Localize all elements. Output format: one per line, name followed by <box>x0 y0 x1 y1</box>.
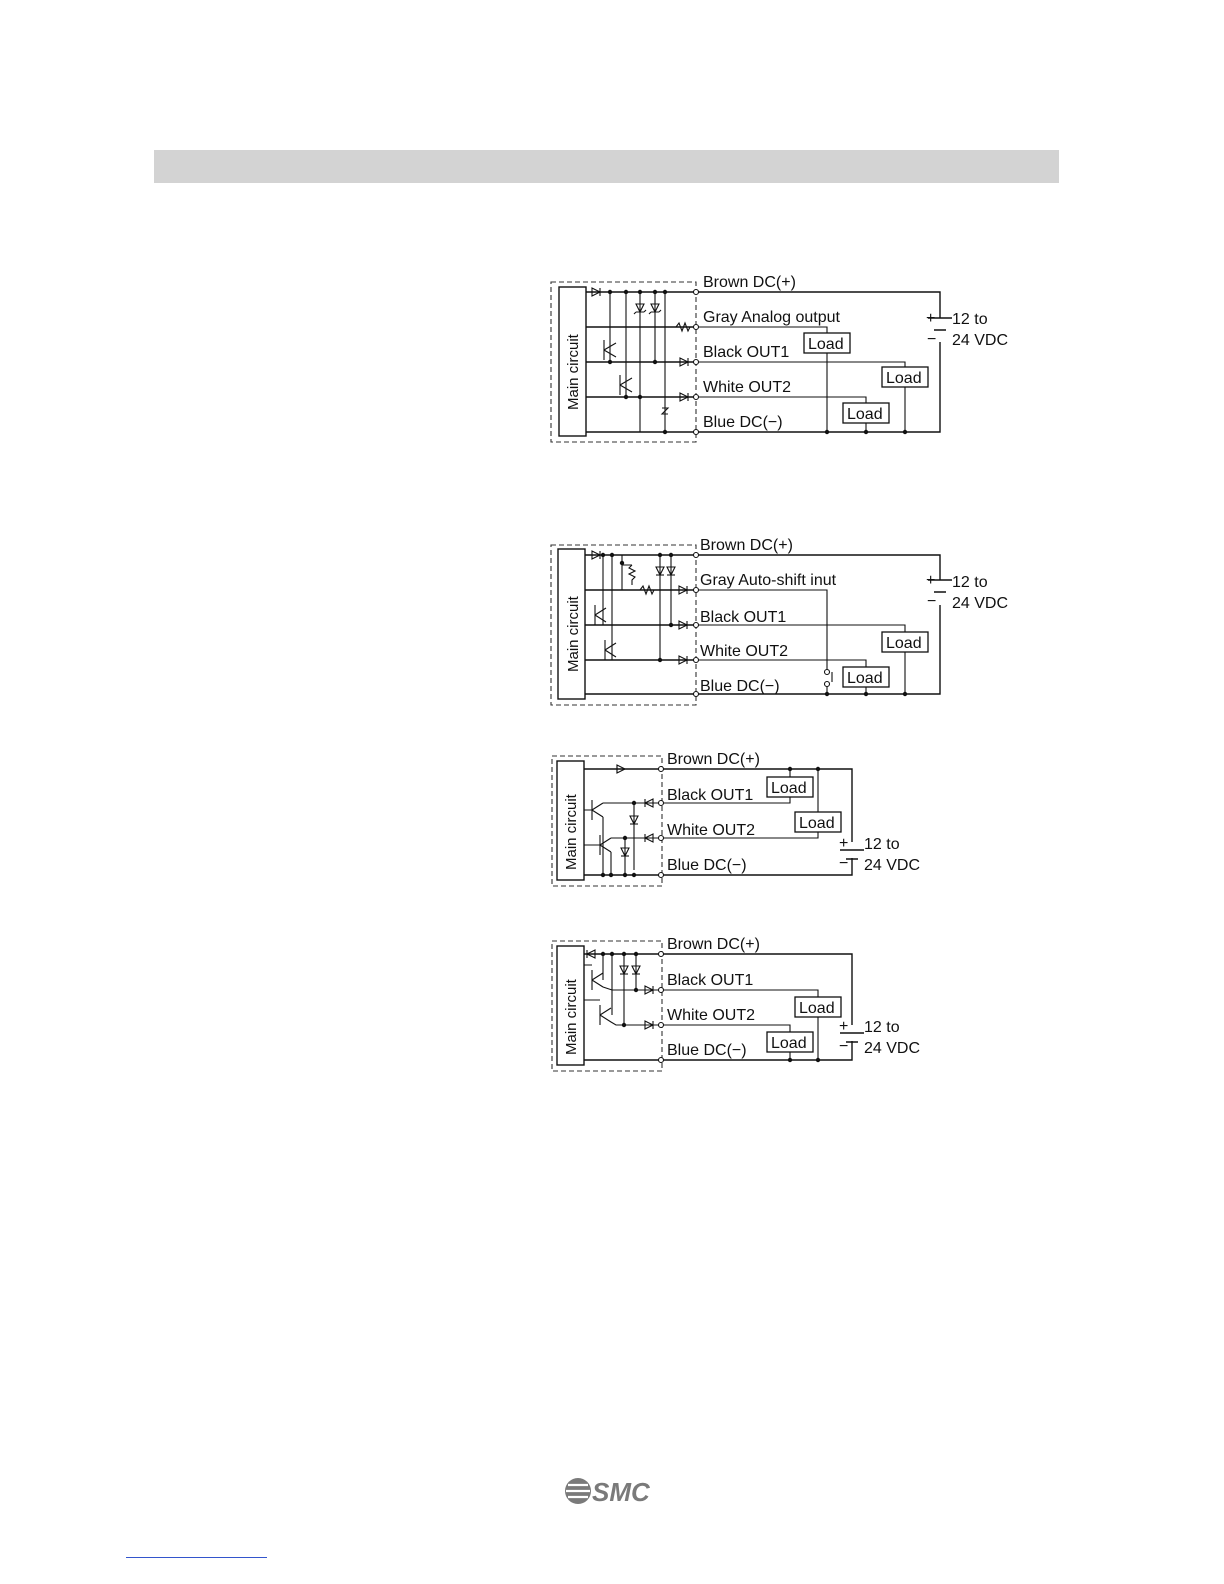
line-label-black: Black OUT1 <box>700 609 787 626</box>
supply-voltage-line1: 12 to <box>952 311 988 328</box>
supply-voltage-line1: 12 to <box>864 1019 900 1036</box>
plus-sign: + <box>926 310 936 327</box>
line-label-black: Black OUT1 <box>667 787 754 804</box>
minus-sign: − <box>839 1038 849 1055</box>
footer-link-underline[interactable] <box>126 1557 267 1558</box>
line-label-brown: Brown DC(+) <box>667 751 760 768</box>
logo-text: SMC <box>592 1477 650 1507</box>
supply-voltage-line2: 24 VDC <box>864 1040 921 1057</box>
supply-voltage-line1: 12 to <box>864 836 900 853</box>
line-label-white: White OUT2 <box>700 643 789 660</box>
load-label: Load <box>808 336 844 353</box>
main-circuit-label: Main circuit <box>565 596 582 672</box>
section-header-bar <box>154 150 1059 183</box>
line-label-blue: Blue DC(−) <box>700 678 780 695</box>
main-circuit-label: Main circuit <box>563 794 580 870</box>
line-label-black: Black OUT1 <box>667 972 754 989</box>
load-label: Load <box>847 406 883 423</box>
line-label-brown: Brown DC(+) <box>700 537 793 554</box>
load-label: Load <box>799 815 835 832</box>
minus-sign: − <box>927 331 937 348</box>
smc-logo <box>562 1474 654 1508</box>
load-label: Load <box>799 1000 835 1017</box>
line-label-white: White OUT2 <box>703 379 792 396</box>
plus-sign: + <box>926 572 936 589</box>
supply-voltage-line2: 24 VDC <box>952 332 1009 349</box>
line-label-white: White OUT2 <box>667 1007 756 1024</box>
line-label-blue: Blue DC(−) <box>667 1042 747 1059</box>
load-label: Load <box>771 1035 807 1052</box>
minus-sign: − <box>839 855 849 872</box>
load-label: Load <box>847 670 883 687</box>
line-label-blue: Blue DC(−) <box>703 414 783 431</box>
main-circuit-label: Main circuit <box>563 979 580 1055</box>
wiring-diagram-3 <box>540 745 960 895</box>
load-label: Load <box>771 780 807 797</box>
wiring-diagram-1 <box>540 268 1040 448</box>
wiring-diagram-2 <box>540 532 1040 712</box>
supply-voltage-line1: 12 to <box>952 574 988 591</box>
plus-sign: + <box>839 835 849 852</box>
line-label-gray: Gray Auto-shift inut <box>700 572 837 589</box>
load-label: Load <box>886 635 922 652</box>
line-label-white: White OUT2 <box>667 822 756 839</box>
wiring-diagram-4 <box>540 930 960 1080</box>
line-label-black: Black OUT1 <box>703 344 790 361</box>
main-circuit-label: Main circuit <box>565 334 582 410</box>
line-label-gray: Gray Analog output <box>703 309 840 326</box>
minus-sign: − <box>927 593 937 610</box>
supply-voltage-line2: 24 VDC <box>864 857 921 874</box>
line-label-brown: Brown DC(+) <box>667 936 760 953</box>
load-label: Load <box>886 370 922 387</box>
supply-voltage-line2: 24 VDC <box>952 595 1009 612</box>
line-label-brown: Brown DC(+) <box>703 274 796 291</box>
line-label-blue: Blue DC(−) <box>667 857 747 874</box>
plus-sign: + <box>839 1018 849 1035</box>
